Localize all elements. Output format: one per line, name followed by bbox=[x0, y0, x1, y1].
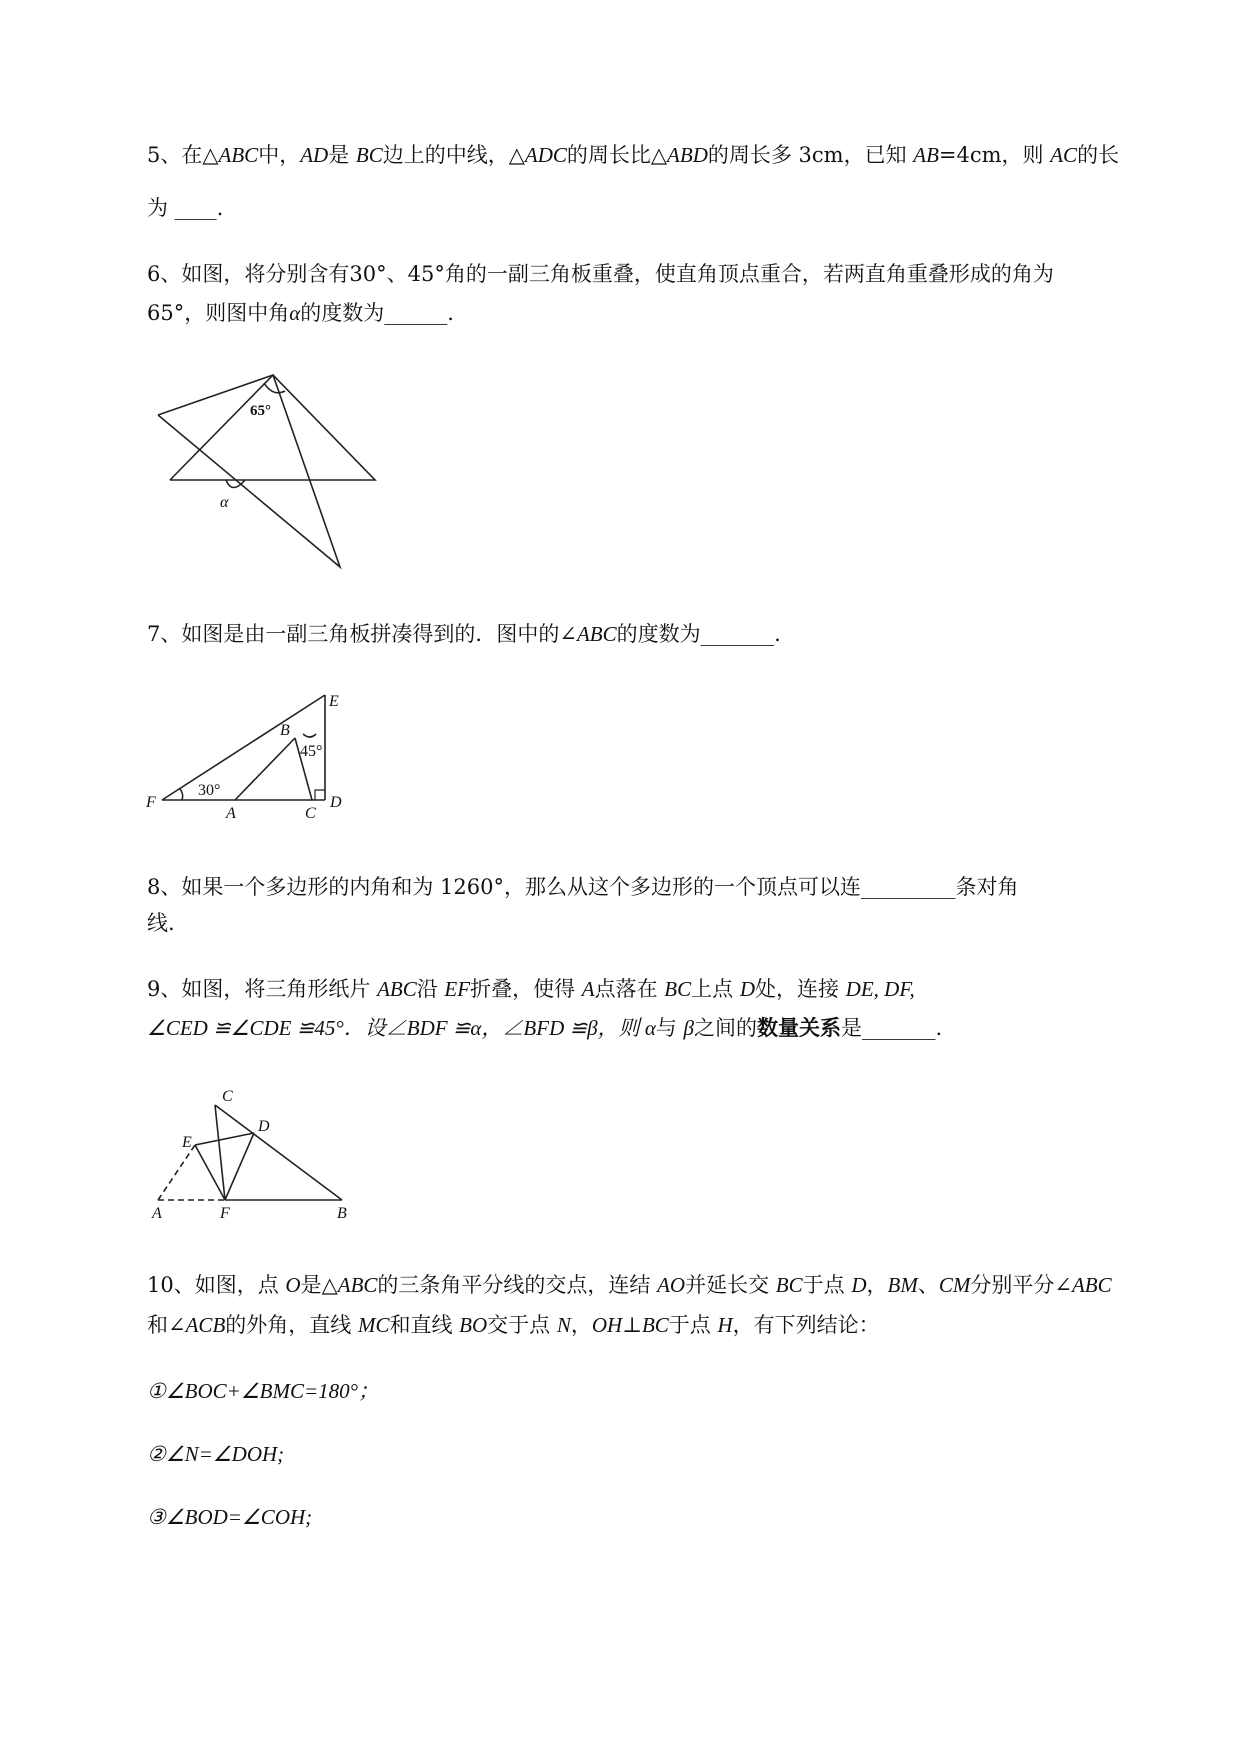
q9-line-ED bbox=[195, 1133, 254, 1145]
q7-label-E: E bbox=[329, 693, 339, 710]
q9-line-DF bbox=[225, 1133, 254, 1200]
q5-text: 的长 bbox=[1077, 143, 1120, 167]
q10-text: 于点 bbox=[668, 1313, 718, 1337]
q10-var: BM bbox=[887, 1273, 918, 1297]
q5-text: 是 bbox=[328, 143, 356, 167]
q6-line1 bbox=[147, 259, 1054, 289]
q10-text: ， bbox=[866, 1273, 888, 1297]
q9-label-A: A bbox=[152, 1205, 162, 1222]
q5-text: 中， bbox=[258, 143, 301, 167]
q10-conclusion-3: ③∠BOD=∠COH; bbox=[147, 1505, 313, 1529]
q5-var: ABC bbox=[218, 143, 259, 167]
q10-text: 是△ bbox=[300, 1273, 338, 1297]
q10-var: OH bbox=[591, 1313, 623, 1337]
q10-var: ABC bbox=[337, 1273, 378, 1297]
q9-label-C: C bbox=[222, 1088, 233, 1105]
q9-text: 之间的 bbox=[694, 1016, 757, 1040]
q10-var: ACB bbox=[185, 1313, 226, 1337]
q10-var: ABC bbox=[1071, 1273, 1112, 1297]
q6-label-65: 65° bbox=[250, 403, 271, 419]
q9-text: ∠CED ≌∠CDE ≌45°．设∠BDF ≌α，∠BFD ≌β，则 bbox=[147, 1016, 645, 1040]
q10-var: N bbox=[556, 1313, 571, 1337]
q10-number: 10、 bbox=[147, 1273, 195, 1297]
q10-text: 的外角，直线 bbox=[225, 1313, 358, 1337]
q9-text: 点落在 bbox=[594, 977, 665, 1001]
q9-var: BC bbox=[664, 977, 692, 1001]
q5-line1 bbox=[147, 140, 1119, 170]
q10-var: BC bbox=[775, 1273, 803, 1297]
q5-number: 5、 bbox=[147, 143, 182, 167]
q7-label-C: C bbox=[305, 805, 316, 820]
q7-figure bbox=[140, 685, 360, 820]
q9-var: EF bbox=[444, 977, 471, 1001]
q9-text: 与 bbox=[655, 1016, 684, 1040]
q10-var: MC bbox=[357, 1313, 390, 1337]
q6-label-alpha: α bbox=[220, 494, 229, 511]
q10-text: 交于点 bbox=[487, 1313, 557, 1337]
q10-text: ， bbox=[570, 1313, 592, 1337]
q9-line-CB bbox=[215, 1105, 342, 1200]
q9-line2 bbox=[147, 1013, 942, 1043]
q10-text: 于点 bbox=[802, 1273, 852, 1297]
q5-text: =4cm，则 bbox=[938, 143, 1051, 167]
q9-figure bbox=[150, 1085, 360, 1225]
q9-text: 折叠，使得 bbox=[470, 977, 582, 1001]
q8-text: 如果一个多边形的内角和为 1260°，那么从这个多边形的一个顶点可以连_________条对角 bbox=[181, 875, 1019, 899]
q9-var: ABC bbox=[377, 977, 417, 1001]
q6-text: 65°，则图中角 bbox=[147, 301, 290, 325]
q10-conclusion-2: ②∠N=∠DOH; bbox=[147, 1442, 285, 1466]
q8-line1 bbox=[147, 872, 1019, 902]
q10-text: 的三条角平分线的交点，连结 bbox=[377, 1273, 658, 1297]
q7-label-B: B bbox=[280, 722, 290, 739]
q9-text: 上点 bbox=[691, 977, 740, 1001]
q7-label-D: D bbox=[330, 794, 342, 811]
q7-right-angle bbox=[315, 790, 325, 800]
q7-line1 bbox=[147, 619, 781, 649]
q5-text: 边上的中线，△ bbox=[382, 143, 525, 167]
q10-line2 bbox=[147, 1310, 880, 1340]
q5-var: AB bbox=[913, 143, 939, 167]
q10-var: H bbox=[717, 1313, 733, 1337]
q9-var: β bbox=[683, 1016, 694, 1040]
q10-conclusion-1: ①∠BOC+∠BMC=180°； bbox=[147, 1379, 380, 1403]
q7-label-A: A bbox=[226, 805, 236, 820]
q9-label-F: F bbox=[220, 1205, 230, 1222]
q6-text: 如图，将分别含有30°、45°角的一副三角板重叠，使直角顶点重合，若两直角重叠形成的角为 bbox=[181, 262, 1054, 286]
q9-number: 9、 bbox=[147, 977, 182, 1001]
q9-label-E: E bbox=[182, 1134, 192, 1151]
q5-var: AD bbox=[300, 143, 329, 167]
q10-text: ⊥ bbox=[622, 1313, 642, 1337]
q9-label-B: B bbox=[337, 1205, 347, 1222]
q7-label-30: 30° bbox=[198, 782, 221, 799]
q10-line1 bbox=[147, 1270, 1112, 1300]
q9-bold-text: 数量关系 bbox=[757, 1016, 841, 1040]
q9-dashed-AE bbox=[158, 1145, 195, 1200]
q7-number: 7、 bbox=[147, 622, 182, 646]
q6-figure bbox=[150, 365, 390, 580]
q5-text: 在△ bbox=[181, 143, 219, 167]
q10-text: 和直线 bbox=[389, 1313, 460, 1337]
q5-line2: 为 ____. bbox=[147, 196, 224, 220]
q9-var: DE, DF, bbox=[845, 977, 915, 1001]
q9-line1 bbox=[147, 974, 915, 1004]
q6-var: α bbox=[289, 301, 301, 325]
q10-var: BC bbox=[641, 1313, 669, 1337]
q9-label-D: D bbox=[258, 1118, 270, 1135]
q9-var: A bbox=[581, 977, 595, 1001]
q7-arc-45 bbox=[303, 734, 316, 737]
q6-arc-alpha bbox=[226, 480, 245, 488]
q10-text: 、 bbox=[917, 1273, 939, 1297]
q8-line2: 线. bbox=[147, 911, 175, 935]
q7-text: 的度数为_______. bbox=[616, 622, 781, 646]
q10-text: 分别平分∠ bbox=[970, 1273, 1072, 1297]
q10-text: 和∠ bbox=[147, 1313, 186, 1337]
q5-var: AC bbox=[1050, 143, 1078, 167]
q10-text: 并延长交 bbox=[685, 1273, 776, 1297]
q10-text: ，有下列结论： bbox=[732, 1313, 880, 1337]
q6-text: 的度数为______. bbox=[300, 301, 454, 325]
q10-var: AO bbox=[657, 1273, 686, 1297]
q9-var: α bbox=[644, 1016, 656, 1040]
q5-var: ADC bbox=[524, 143, 567, 167]
q7-label-F: F bbox=[146, 794, 156, 811]
q10-var: O bbox=[285, 1273, 301, 1297]
q7-label-45: 45° bbox=[300, 743, 323, 760]
q9-text: 处，连接 bbox=[754, 977, 846, 1001]
q7-text: 如图是由一副三角板拼凑得到的．图中的∠ bbox=[181, 622, 577, 646]
q9-text: 是_______. bbox=[841, 1016, 943, 1040]
q5-var: BC bbox=[355, 143, 383, 167]
q6-line2 bbox=[147, 298, 454, 328]
q9-text: 沿 bbox=[416, 977, 445, 1001]
q8-number: 8、 bbox=[147, 875, 182, 899]
q7-arc-30 bbox=[180, 789, 183, 800]
q10-var: BO bbox=[459, 1313, 488, 1337]
q9-text: 如图，将三角形纸片 bbox=[181, 977, 378, 1001]
q10-var: D bbox=[851, 1273, 867, 1297]
q9-var: D bbox=[739, 977, 755, 1001]
q10-text: 如图，点 bbox=[194, 1273, 286, 1297]
q6-number: 6、 bbox=[147, 262, 182, 286]
q5-text: 的周长比△ bbox=[566, 143, 668, 167]
q10-var: CM bbox=[938, 1273, 971, 1297]
q7-var: ABC bbox=[576, 622, 617, 646]
q6-triangle-30-60 bbox=[158, 375, 340, 567]
q5-text: 的周长多 3cm，已知 bbox=[707, 143, 914, 167]
q5-var: ABD bbox=[667, 143, 708, 167]
